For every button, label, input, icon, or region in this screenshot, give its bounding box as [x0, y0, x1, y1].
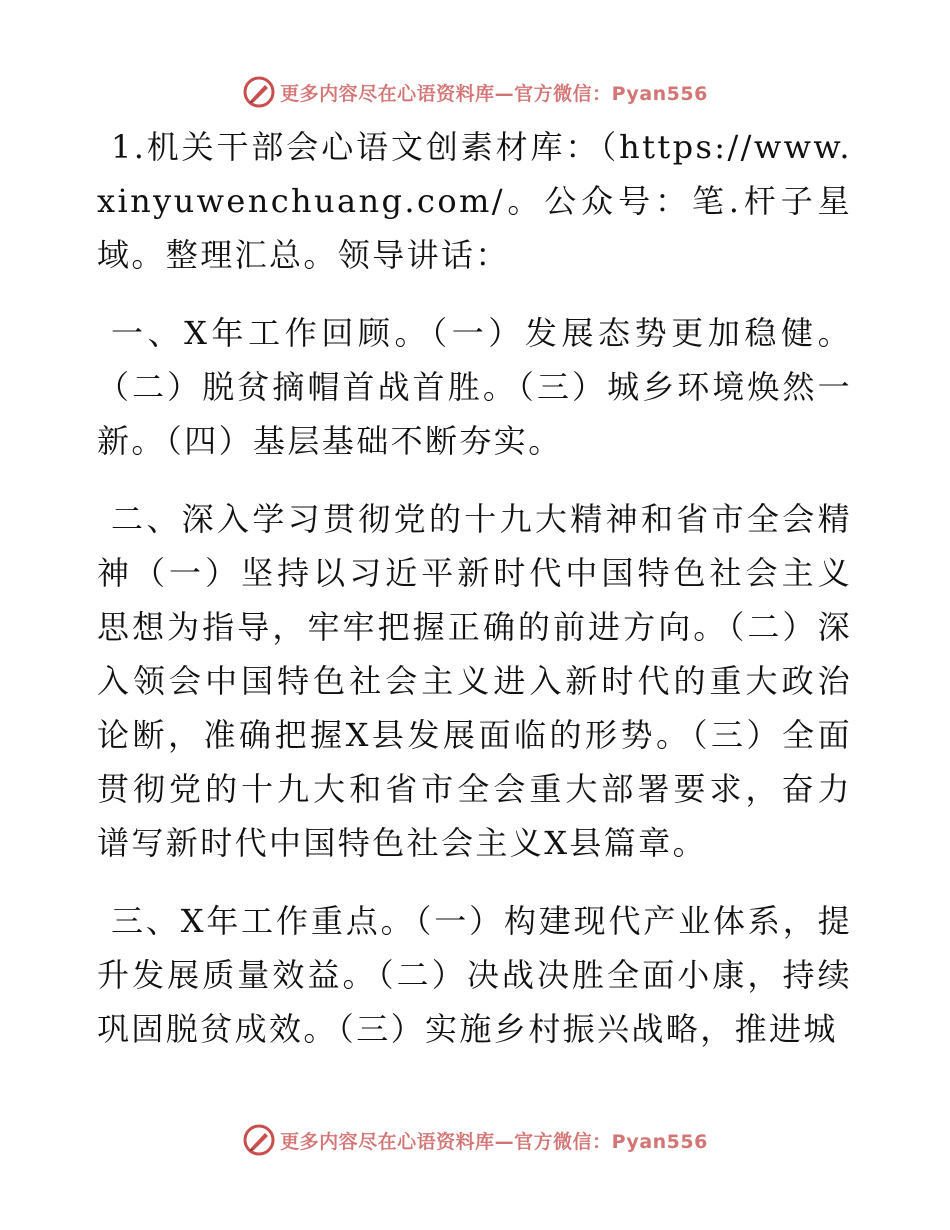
watermark-text: 更多内容尽在心语资料库—官方微信：Pyan556	[280, 1130, 708, 1153]
paragraph-intro: 1.机关干部会心语文创素材库：（https://www.xinyuwenchuang.com/。公众号：笔.杆子星域。整理汇总。领导讲话：	[97, 128, 852, 274]
paragraph-section-3: 三、X年工作重点。（一）构建现代产业体系，提升发展质量效益。（二）决战决胜全面小康，持续巩固脱贫成效。（三）实施乡村振兴战略，推进城	[97, 902, 852, 1048]
paragraph-section-1: 一、X年工作回顾。（一）发展态势更加稳健。（二）脱贫摘帽首战首胜。（三）城乡环境焕然一新。（四）基层基础不断夯实。	[97, 314, 852, 460]
pen-circle-logo-icon	[242, 75, 276, 109]
watermark-text: 更多内容尽在心语资料库—官方微信：Pyan556	[280, 82, 708, 105]
pen-circle-logo-icon	[242, 1123, 276, 1157]
paragraph-section-2: 二、深入学习贯彻党的十九大精神和省市全会精神（一）坚持以习近平新时代中国特色社会主义思想为指导，牢牢把握正确的前进方向。（二）深入领会中国特色社会主义进入新时代的重大政治论断，准确把握X县发展面临的形势。（三）全面贯彻党的十九大和省市全会重大部署要求，奋力谱写新时代中国特色社会主义X县篇章。	[97, 500, 852, 862]
document-body	[97, 120, 852, 1080]
footer-watermark	[0, 1120, 950, 1160]
header-watermark	[0, 72, 950, 112]
